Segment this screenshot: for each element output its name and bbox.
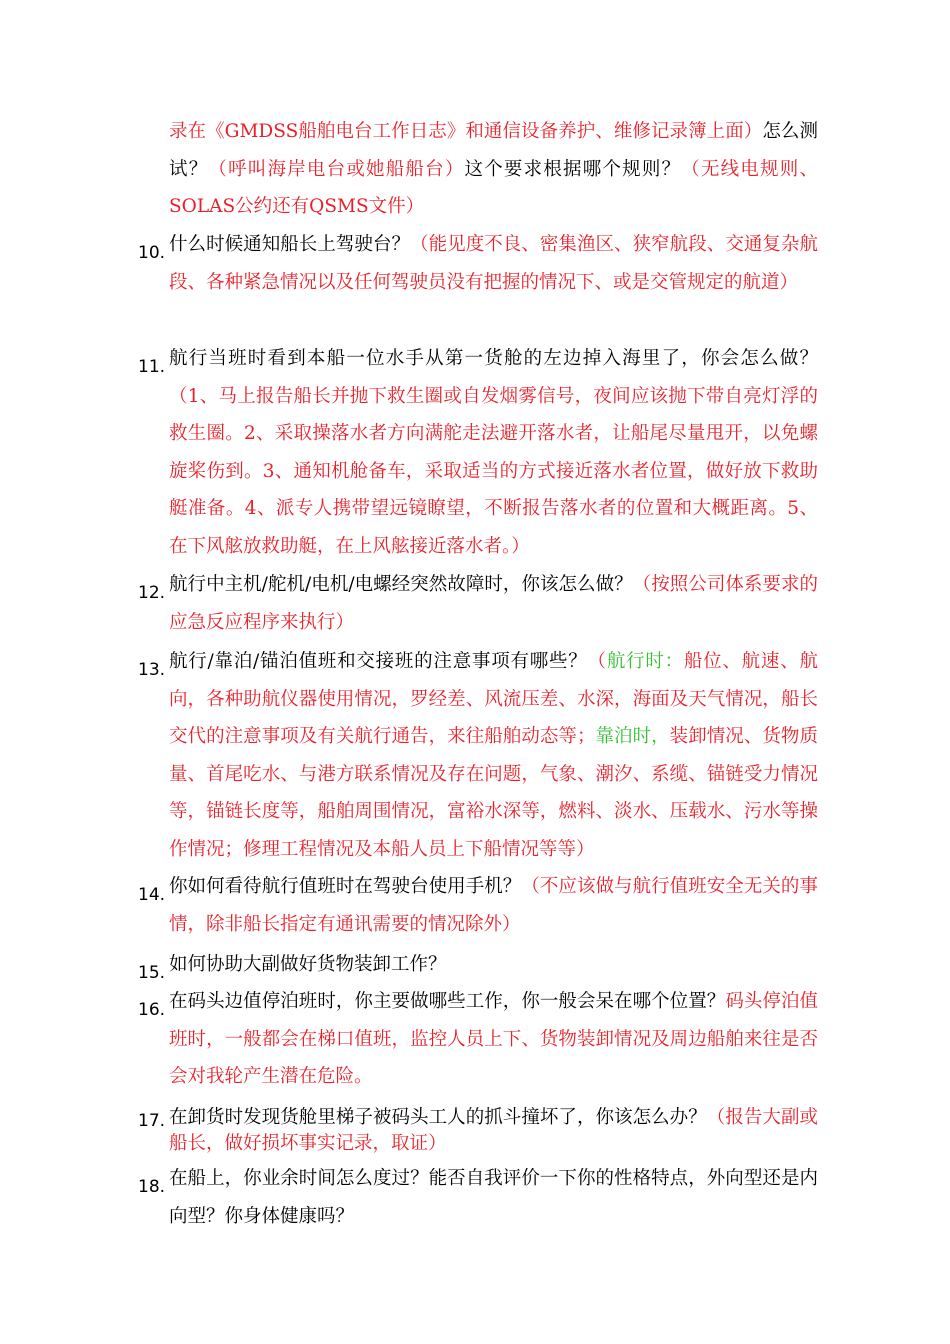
item-question: 航行当班时看到本船一位水手从第一货舱的左边掉入海里了，你会怎么做？ <box>169 348 818 369</box>
item-answer-open: （ <box>587 651 607 672</box>
intro-block <box>138 113 818 226</box>
item-answer: 码头停泊值班时，一般都会在梯口值班，监控人员上下、货物装卸情况及周边船舶来往是否会对我轮产生潜在危险。 <box>169 991 818 1087</box>
item-text <box>169 946 818 984</box>
item-answer-sailing: 船位、航速、航向，各种助航仪器使用情况，罗经差、风流压差、水深，海面及天气情况，船长交代的注意事项及有关航行通告，来往船舶动态等； <box>169 651 818 747</box>
item-answer: （不应该做与航行值班安全无关的事情，除非船长指定有通讯需要的情况除外） <box>169 876 818 935</box>
list-item-13 <box>138 643 818 868</box>
list-item-12 <box>138 566 818 641</box>
item-question: 航行/靠泊/锚泊值班和交接班的注意事项有哪些？ <box>169 651 588 672</box>
item-answer-berthing: 装卸情况、货物质量、首尾吃水、与港方联系情况及存在问题，气象、潮汐、系缆、锚链受力情况等，锚链长度等，船舶周围情况，富裕水深等，燃料、淡水、压载水、污水等操作情况；修理工程情况及本船人员上下船情况等等） <box>169 726 818 860</box>
label-berthing: 靠泊时， <box>595 726 670 747</box>
item-text <box>169 983 818 1096</box>
list-item-16 <box>138 983 818 1096</box>
item-question: 如何协助大副做好货物装卸工作？ <box>169 954 447 975</box>
item-answer: （报告大副或船长，做好损坏事实记录，取证） <box>169 1107 818 1154</box>
item-number: 15. <box>138 963 166 983</box>
item-number: 14. <box>138 885 166 905</box>
item-question: 在船上，你业余时间怎么度过？能否自我评价一下你的性格特点，外向型还是内向型？你身体健康吗？ <box>169 1168 818 1227</box>
item-answer: （能见度不良、密集渔区、狭窄航段、交通复杂航段、各种紧急情况以及任何驾驶员没有把握的情况下、或是交管规定的航道） <box>169 234 818 293</box>
intro-question-1: 怎么测试？ <box>169 121 818 180</box>
list-item-14 <box>138 868 818 943</box>
intro-answer-1: 录在《GMDSS船舶电台工作日志》和通信设备养护、维修记录簿上面） <box>169 121 763 142</box>
item-answer: （1、马上报告船长并抛下救生圈或自发烟雾信号，夜间应该抛下带自亮灯浮的救生圈。2、采取操落水者方向满舵走法避开落水者，让船尾尽量甩开，以免螺旋桨伤到。3、通知机舱备车，采取适当的方式接近落水者位置，做好放下救助艇准备。4、派专人携带望远镜瞭望，不断报告落水者的位置和大概距离。5、在下风舷放救助艇，在上风舷接近落水者。） <box>169 385 818 557</box>
item-text <box>169 868 818 943</box>
item-text <box>169 643 818 868</box>
item-question: 什么时候通知船长上驾驶台？ <box>169 234 411 255</box>
list-item-11 <box>138 340 818 565</box>
intro-text <box>169 113 818 226</box>
item-question: 你如何看待航行值班时在驾驶台使用手机？ <box>169 876 522 897</box>
item-question: 在卸货时发现货舱里梯子被码头工人的抓斗撞坏了，你该怎么办？ <box>169 1107 707 1128</box>
item-answer: （按照公司体系要求的应急反应程序来执行） <box>169 574 818 633</box>
list-item-17 <box>138 1105 818 1157</box>
item-text <box>169 226 818 301</box>
item-number: 16. <box>138 1000 166 1020</box>
item-text <box>169 1160 818 1235</box>
item-number: 10. <box>138 243 166 263</box>
intro-answer-3: （无线电规则、SOLAS公约还有QSMS文件） <box>169 158 818 217</box>
intro-answer-2: （呼叫海岸电台或她船船台） <box>208 158 465 180</box>
item-text <box>169 340 818 565</box>
item-number: 12. <box>138 583 166 603</box>
label-sailing: 航行时： <box>606 651 684 672</box>
item-question: 在码头边值停泊班时，你主要做哪些工作，你一般会呆在哪个位置？ <box>169 991 726 1012</box>
intro-question-2: 这个要求根据哪个规则？ <box>464 158 682 180</box>
item-text <box>169 566 818 641</box>
item-number: 13. <box>138 660 166 680</box>
item-question: 航行中主机/舵机/电机/电螺经突然故障时，你该怎么做？ <box>169 574 633 595</box>
list-item-15 <box>138 946 818 984</box>
list-item-18 <box>138 1160 818 1235</box>
item-number: 18. <box>138 1177 166 1197</box>
item-number: 11. <box>138 357 166 377</box>
item-number: 17. <box>138 1111 166 1131</box>
item-text <box>169 1105 818 1157</box>
list-item-10 <box>138 226 818 301</box>
